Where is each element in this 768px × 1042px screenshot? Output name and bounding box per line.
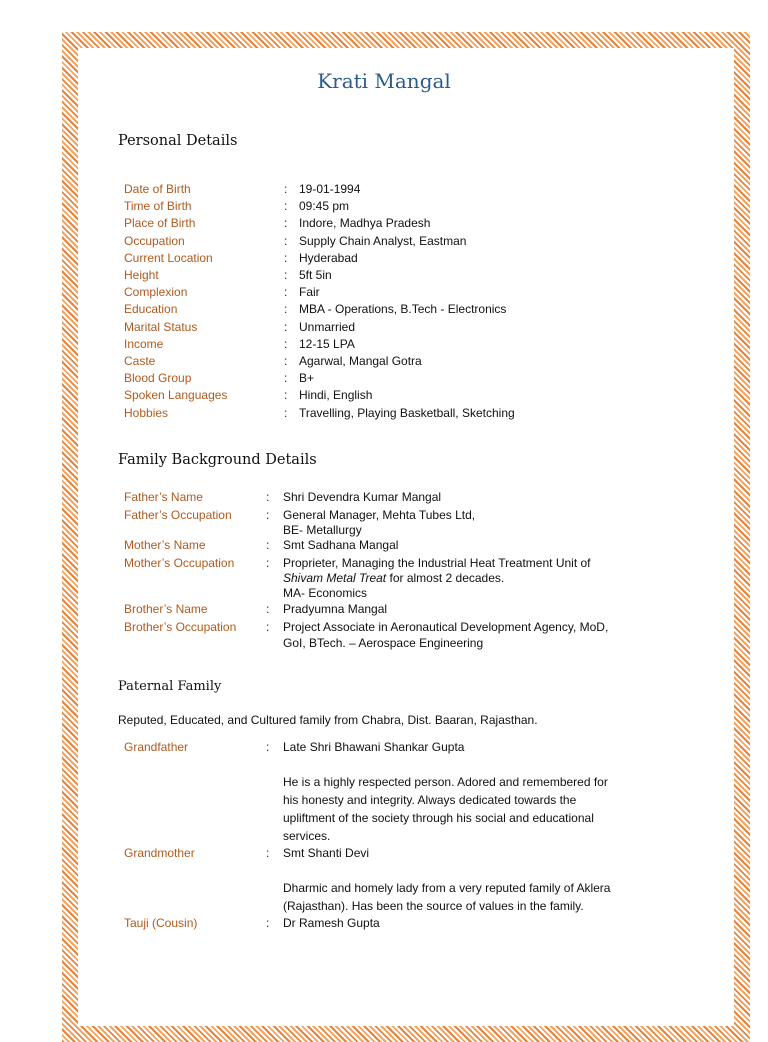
paternal-family-heading: Paternal Family [118,679,222,694]
personal-detail-row [0,387,768,404]
grandfather-value: Late Shri Bhawani Shankar Gupta [283,740,465,754]
personal-detail-row [0,215,768,232]
personal-detail-value: Unmarried [299,319,356,334]
grandfather-desc-line: He is a highly respected person. Adored and remembered for [283,775,608,789]
separator: : [284,199,288,214]
separator: : [266,508,270,522]
separator: : [266,490,270,504]
grandmother-row [0,845,768,862]
personal-detail-value: 12-15 LPA [299,336,355,351]
personal-detail-row [0,284,768,301]
personal-detail-label: Spoken Languages [124,388,228,403]
father-occupation-line-2: BE- Metallurgy [283,523,362,537]
personal-detail-value: B+ [299,371,315,386]
personal-detail-value: 19-01-1994 [299,182,361,196]
personal-detail-row [0,181,768,198]
mother-name-label: Mother’s Name [124,538,206,552]
personal-detail-label: Height [124,268,159,282]
personal-detail-value: 09:45 pm [299,199,350,214]
personal-detail-row [0,353,768,370]
grandmother-label: Grandmother [124,846,195,860]
grandmother-desc-line: (Rajasthan). Has been the source of values in the family. [283,899,584,913]
grandmother-desc-line: Dharmic and homely lady from a very reputed family of Aklera [283,881,611,895]
personal-detail-row [0,267,768,284]
personal-detail-row [0,370,768,387]
father-occupation-row [0,507,768,524]
grandmother-value: Smt Shanti Devi [283,846,370,860]
separator: : [284,388,288,403]
grandfather-label: Grandfather [124,740,189,754]
personal-detail-label: Current Location [124,250,213,265]
personal-detail-label: Place of Birth [124,216,196,231]
personal-detail-label: Date of Birth [124,182,191,196]
grandfather-desc-line: his honesty and integrity. Always dedicated towards the [283,793,577,807]
brother-name-row [0,601,768,618]
personal-detail-row [0,301,768,318]
family-background-heading: Family Background Details [118,452,317,468]
separator: : [284,354,288,368]
personal-detail-value: Supply Chain Analyst, Eastman [299,233,467,248]
personal-detail-row [0,250,768,267]
separator: : [284,302,288,317]
separator: : [284,233,288,248]
personal-detail-value: Hyderabad [299,250,358,265]
personal-detail-label: Caste [124,354,156,368]
father-name-row [0,489,768,506]
personal-detail-value: Indore, Madhya Pradesh [299,216,431,231]
personal-detail-label: Marital Status [124,319,198,334]
personal-detail-value: Agarwal, Mangal Gotra [299,354,422,368]
separator: : [266,846,270,860]
mother-occupation-value: Proprieter, Managing the Industrial Heat Treatment Unit of [283,556,591,570]
page-title: Krati Mangal [317,69,451,93]
separator: : [284,319,288,334]
personal-detail-value: 5ft 5in [299,268,332,282]
personal-detail-label: Complexion [124,285,188,300]
separator: : [284,182,288,196]
tauji-row [0,915,768,932]
brother-occupation-line-2: GoI, BTech. – Aerospace Engineering [283,636,484,650]
personal-detail-value: Hindi, English [299,388,373,403]
tauji-value: Dr Ramesh Gupta [283,916,380,930]
personal-detail-label: Time of Birth [124,199,192,214]
personal-detail-value: Travelling, Playing Basketball, Sketching [299,405,515,420]
personal-detail-label: Education [124,302,178,317]
grandfather-row [0,739,768,756]
separator: : [284,371,288,386]
personal-detail-label: Blood Group [124,371,192,386]
father-occupation-value: General Manager, Mehta Tubes Ltd, [283,508,476,522]
personal-detail-row [0,233,768,250]
separator: : [284,405,288,420]
father-occupation-label: Father’s Occupation [124,508,232,522]
tauji-label: Tauji (Cousin) [124,916,198,930]
father-name-value: Shri Devendra Kumar Mangal [283,490,442,504]
separator: : [266,916,270,930]
brother-occupation-label: Brother’s Occupation [124,620,237,634]
separator: : [284,216,288,231]
company-name-italic: Shivam Metal Treat [283,571,387,585]
separator: : [266,556,270,570]
separator: : [284,268,288,282]
mother-occupation-line-3: MA- Economics [283,586,368,600]
grandfather-desc-line: services. [283,829,331,843]
personal-detail-value: MBA - Operations, B.Tech - Electronics [299,302,507,317]
father-name-label: Father’s Name [124,490,203,504]
personal-detail-label: Income [124,336,164,351]
separator: : [284,250,288,265]
brother-occupation-row [0,619,768,636]
personal-detail-row [0,319,768,336]
personal-detail-value: Fair [299,285,320,300]
separator: : [266,740,270,754]
personal-detail-row [0,336,768,353]
paternal-family-intro: Reputed, Educated, and Cultured family from Chabra, Dist. Baaran, Rajasthan. [118,713,538,727]
brother-occupation-value: Project Associate in Aeronautical Development Agency, MoD, [283,620,609,634]
separator: : [266,620,270,634]
personal-detail-label: Hobbies [124,405,169,420]
mother-occupation-label: Mother’s Occupation [124,556,235,570]
separator: : [284,336,288,351]
personal-detail-row [0,405,768,422]
personal-details-heading: Personal Details [118,133,238,149]
personal-detail-row [0,198,768,215]
separator: : [266,602,270,616]
grandfather-desc-line: upliftment of the society through his social and educational [283,811,594,825]
personal-detail-label: Occupation [124,233,185,248]
separator: : [266,538,270,552]
brother-name-value: Pradyumna Mangal [283,602,388,616]
mother-name-value: Smt Sadhana Mangal [283,538,399,552]
brother-name-label: Brother’s Name [124,602,208,616]
separator: : [284,285,288,300]
mother-name-row [0,537,768,554]
mother-occupation-line-2-rest: for almost 2 decades. [386,571,505,585]
